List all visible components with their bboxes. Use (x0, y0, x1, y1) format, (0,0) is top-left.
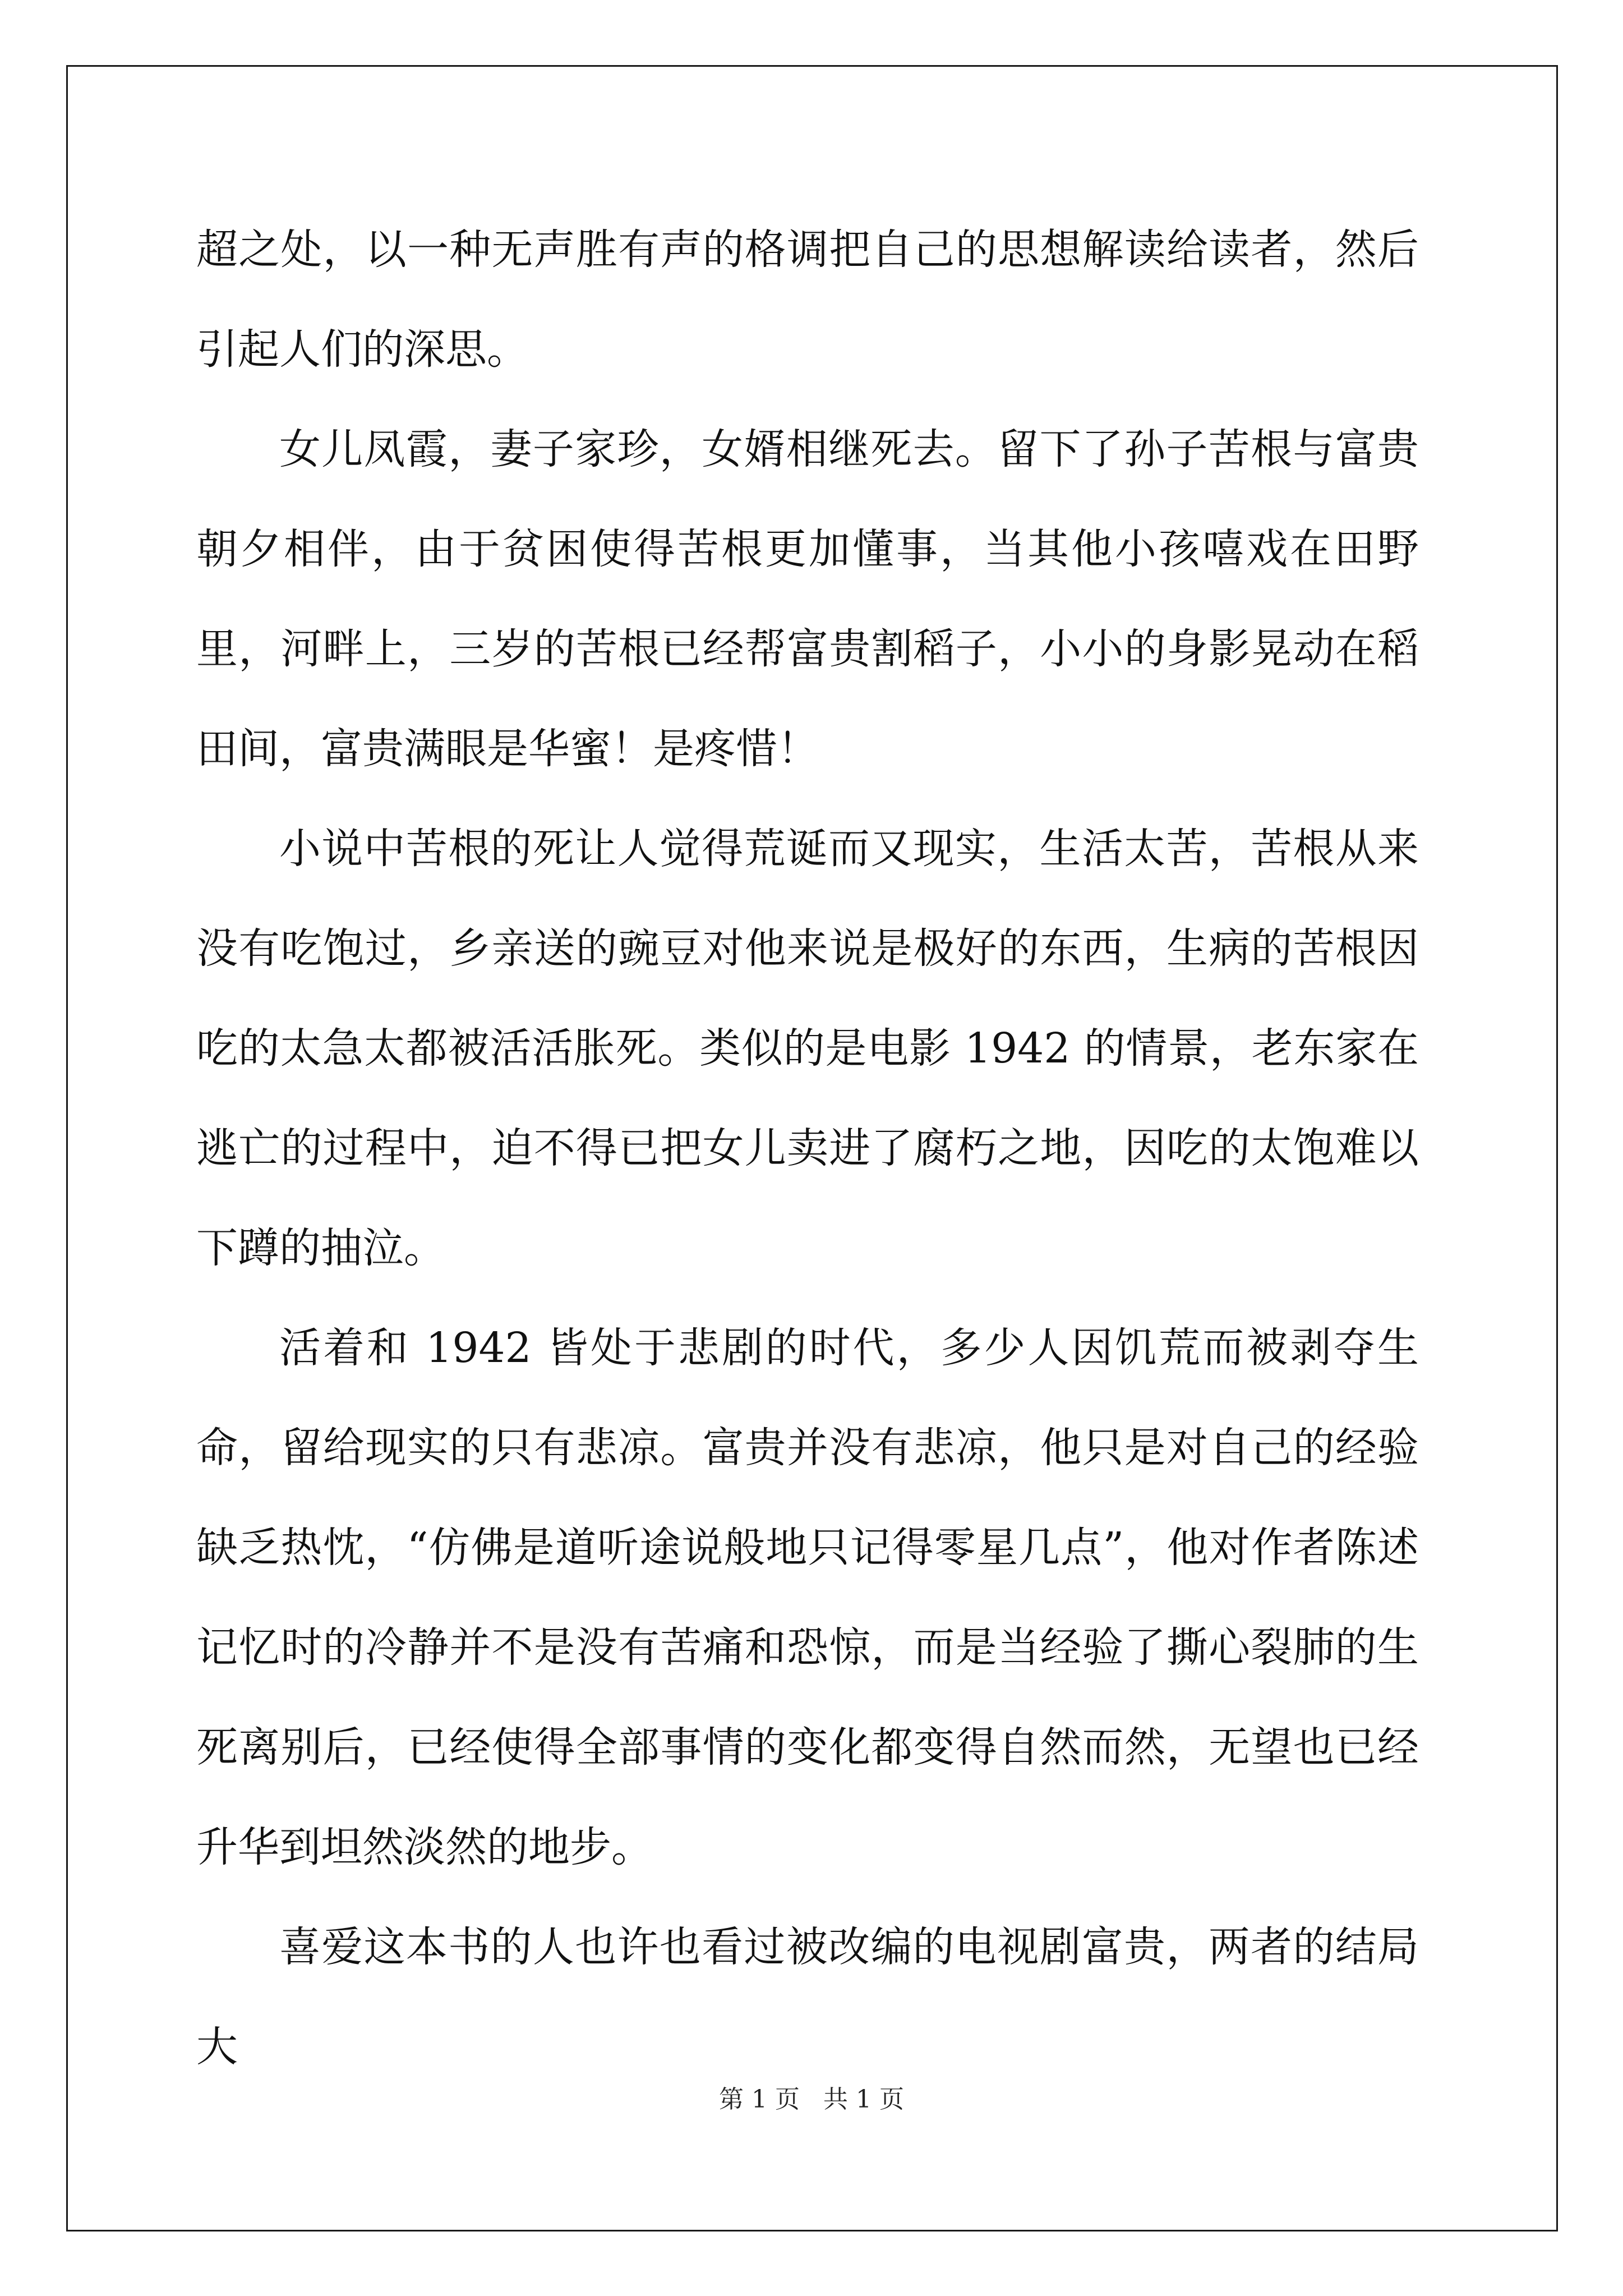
paragraph-4: 活着和 1942 皆处于悲剧的时代，多少人因饥荒而被剥夺生命，留给现实的只有悲凉。富贵并没有悲凉，他只是对自己的经验缺乏热忱，“仿佛是道听途说般地只记得零星几点”，他对作者陈述记忆时的冷静并不是没有苦痛和恐惊，而是当经验了撕心裂肺的生死离别后，已经使得全部事情的变化都变得自然而然，无望也已经升华到坦然淡然的地步。 (196, 1324, 1419, 1871)
page-footer (0, 2079, 1623, 2115)
page-number: 第 1 页 (719, 2085, 800, 2114)
page-total: 共 1 页 (823, 2085, 904, 2114)
document-body (196, 200, 1419, 2097)
paragraph-2: 女儿凤霞，妻子家珍，女婿相继死去。留下了孙子苦根与富贵朝夕相伴，由于贫困使得苦根更加懂事，当其他小孩嘻戏在田野里，河畔上，三岁的苦根已经帮富贵割稻子，小小的身影晃动在稻田间，富贵满眼是华蜜！是疼惜！ (196, 425, 1419, 773)
paragraph-5: 喜爱这本书的人也许也看过被改编的电视剧富贵，两者的结局大 (196, 1923, 1419, 2071)
paragraph-1: 超之处，以一种无声胜有声的格调把自己的思想解读给读者，然后引起人们的深思。 (196, 226, 1419, 374)
paragraph-3: 小说中苦根的死让人觉得荒诞而又现实，生活太苦，苦根从来没有吃饱过，乡亲送的豌豆对他来说是极好的东西，生病的苦根因吃的太急太都被活活胀死。类似的是电影 1942 的情景，老东家在逃亡的过程中，迫不得已把女儿卖进了腐朽之地，因吃的太饱难以下蹲的抽泣。 (196, 825, 1419, 1272)
